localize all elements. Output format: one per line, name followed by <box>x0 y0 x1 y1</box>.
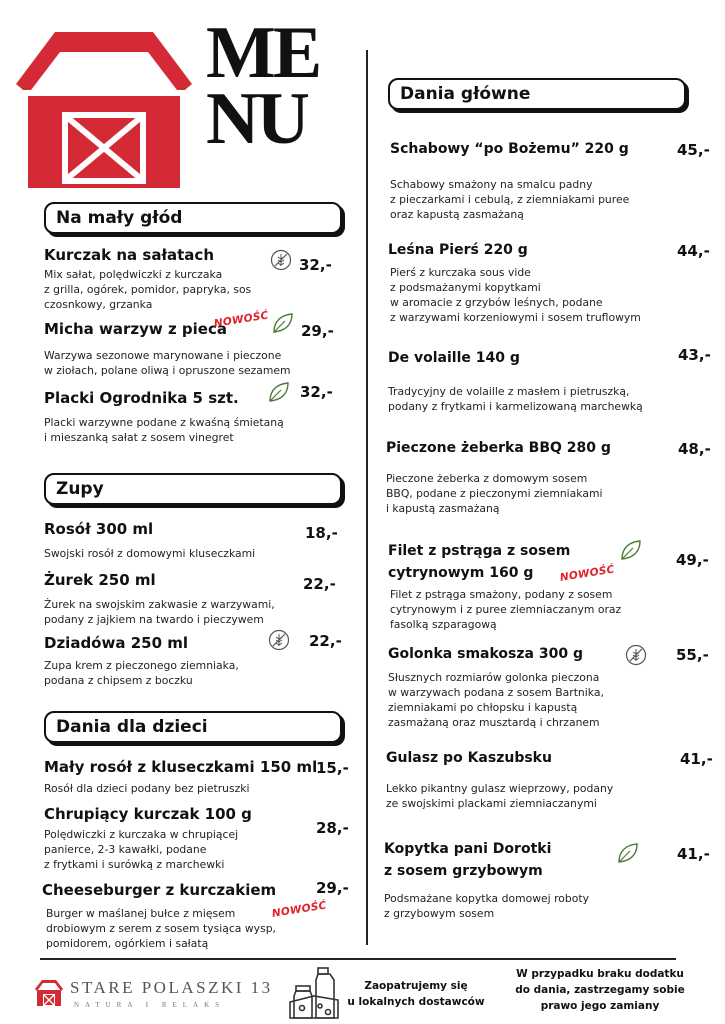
description-line: z grilla, ogórek, pomidor, papryka, sos <box>44 283 252 296</box>
suppliers-line: Zaopatrujemy się <box>364 980 468 992</box>
item-price: 32,- <box>299 256 332 274</box>
brand-name: STARE POLASZKI 13 <box>70 978 273 997</box>
description-line: Pieczone żeberka z domowym sosem <box>386 472 588 485</box>
description-line: z podsmażanymi kopytkami <box>390 281 541 294</box>
item-price: 45,- <box>677 141 710 159</box>
description-line: Żurek na swojskim zakwasie z warzywami, <box>44 598 275 611</box>
item-price: 32,- <box>300 383 333 401</box>
description-line: podany z jajkiem na twardo i pieczywem <box>44 613 264 626</box>
item-name <box>384 838 551 882</box>
item-name: Micha warzyw z pieca <box>44 320 227 338</box>
description-line: Pierś z kurczaka sous vide <box>390 266 531 279</box>
item-name: Schabowy “po Bożemu” 220 g <box>390 141 629 157</box>
item-description <box>44 348 291 378</box>
item-description <box>44 658 239 688</box>
description-line: z warzywami korzeniowymi i sosem truflowym <box>390 311 641 324</box>
leaf-icon <box>267 381 291 403</box>
item-description <box>44 415 284 445</box>
item-name: Pieczone żeberka BBQ 280 g <box>386 440 611 456</box>
local-products-icon <box>288 962 340 1020</box>
description-line: Burger w maślanej bułce z mięsem <box>46 907 236 920</box>
item-description <box>44 267 251 312</box>
item-description <box>384 891 589 921</box>
description-line: Lekko pikantny gulasz wieprzowy, podany <box>386 782 614 795</box>
item-description <box>44 546 255 561</box>
item-price: 55,- <box>676 646 709 664</box>
description-line: panierce, 2-3 kawałki, podane <box>44 843 207 856</box>
item-description <box>388 670 604 730</box>
item-name: Cheeseburger z kurczakiem <box>42 881 277 899</box>
category-header-soups: Zupy <box>44 473 342 505</box>
item-name: Żurek 250 ml <box>44 571 156 589</box>
item-name-line: cytrynowym 160 g <box>388 565 534 581</box>
item-price: 22,- <box>309 632 342 650</box>
item-name: De volaille 140 g <box>388 350 520 366</box>
description-line: fasolką szparagową <box>390 618 497 631</box>
description-line: oraz kapustą zasmażaną <box>390 208 524 221</box>
column-divider <box>366 50 368 945</box>
description-line: w ziołach, polane oliwą i opruszone sezamem <box>44 364 291 377</box>
category-header-mains: Dania główne <box>388 78 686 110</box>
description-line: drobiowym z serem z sosem tysiąca wysp, <box>46 922 276 935</box>
description-line: w warzywach podana z sosem Bartnika, <box>388 686 604 699</box>
small-barn-icon <box>34 978 64 1006</box>
description-line: Mix sałat, polędwiczki z kurczaka <box>44 268 223 281</box>
menu-title <box>206 12 346 160</box>
notice-line: do dania, zastrzegamy sobie <box>515 984 685 996</box>
new-badge: NOWOŚĆ <box>271 899 328 920</box>
item-description <box>44 597 275 627</box>
new-badge: NOWOŚĆ <box>213 309 270 330</box>
item-name: Gulasz po Kaszubsku <box>386 750 552 766</box>
item-price: 41,- <box>677 845 710 863</box>
category-header-starters: Na mały głód <box>44 202 342 234</box>
description-line: Zupa krem z pieczonego ziemniaka, <box>44 659 239 672</box>
description-line: Schabowy smażony na smalcu padny <box>390 178 593 191</box>
item-description <box>390 265 641 325</box>
item-name: Kurczak na sałatach <box>44 246 215 264</box>
description-line: Placki warzywne podane z kwaśną śmietaną <box>44 416 284 429</box>
item-name: Mały rosół z kluseczkami 150 ml <box>44 758 318 776</box>
item-name-line: z sosem grzybowym <box>384 863 543 879</box>
leaf-icon <box>616 842 640 864</box>
item-name <box>388 540 570 584</box>
item-price: 29,- <box>301 322 334 340</box>
item-description <box>386 781 613 811</box>
description-line: i mieszanką sałat z sosem vinegret <box>44 431 234 444</box>
description-line: czosnkowy, grzanka <box>44 298 153 311</box>
description-line: Tradycyjny de volaille z masłem i pietruszką, <box>388 385 630 398</box>
menu-title-line-1: ME <box>206 12 320 94</box>
footer-divider <box>40 958 676 960</box>
description-line: i kapustą zasmażaną <box>386 502 500 515</box>
suppliers-line: u lokalnych dostawców <box>347 996 485 1008</box>
leaf-icon <box>619 539 643 561</box>
description-line: pomidorem, ogórkiem i sałatą <box>46 937 209 950</box>
item-name: Golonka smakosza 300 g <box>388 646 583 662</box>
item-price: 49,- <box>676 551 709 569</box>
description-line: Rosół dla dzieci podany bez pietruszki <box>44 782 250 795</box>
leaf-icon <box>271 312 295 334</box>
gluten-free-icon <box>268 629 290 651</box>
item-name: Chrupiący kurczak 100 g <box>44 805 252 823</box>
item-price: 28,- <box>316 819 349 837</box>
item-price: 43,- <box>678 346 711 364</box>
description-line: Swojski rosół z domowymi kluseczkami <box>44 547 256 560</box>
item-name-line: Filet z pstrąga z sosem <box>388 543 571 559</box>
item-price: 48,- <box>678 440 711 458</box>
description-line: w aromacie z grzybów leśnych, podane <box>390 296 603 309</box>
description-line: ze swojskimi plackami ziemniaczanymi <box>386 797 597 810</box>
item-price: 41,- <box>680 750 713 768</box>
brand-tagline: NATURA I RELAKS <box>74 1001 226 1009</box>
notice-line: prawo jego zamiany <box>540 1000 660 1012</box>
description-line: Warzywa sezonowe marynowane i pieczone <box>44 349 282 362</box>
item-description <box>46 906 276 951</box>
item-name: Placki Ogrodnika 5 szt. <box>44 389 239 407</box>
item-description <box>390 177 629 222</box>
item-name: Dziadówa 250 ml <box>44 634 188 652</box>
category-header-kids: Dania dla dzieci <box>44 711 342 743</box>
description-line: Podsmażane kopytka domowej roboty <box>384 892 589 905</box>
item-price: 15,- <box>316 759 349 777</box>
gluten-free-icon <box>270 249 292 271</box>
item-price: 44,- <box>677 242 710 260</box>
item-description <box>44 827 238 872</box>
gluten-free-icon <box>625 644 647 666</box>
description-line: Słusznych rozmiarów golonka pieczona <box>388 671 600 684</box>
item-price: 29,- <box>316 879 349 897</box>
new-badge: NOWOŚĆ <box>559 563 616 584</box>
item-description <box>388 384 643 414</box>
description-line: z pieczarkami i cebulą, z ziemniakami puree <box>390 193 630 206</box>
item-description <box>386 471 603 516</box>
description-line: podany z frytkami i karmelizowaną marchewką <box>388 400 643 413</box>
menu-title-line-2: NU <box>206 78 307 160</box>
substitution-notice <box>500 966 700 1014</box>
item-name: Leśna Pierś 220 g <box>388 242 528 258</box>
item-price: 22,- <box>303 575 336 593</box>
item-description <box>44 781 250 796</box>
item-price: 18,- <box>305 524 338 542</box>
description-line: podana z chipsem z boczku <box>44 674 193 687</box>
notice-line: W przypadku braku dodatku <box>516 968 684 980</box>
description-line: ziemniakami po chłopsku i kapustą <box>388 701 578 714</box>
description-line: BBQ, podane z pieczonymi ziemniakami <box>386 487 603 500</box>
description-line: z grzybowym sosem <box>384 907 495 920</box>
description-line: cytrynowym i z puree ziemniaczanym oraz <box>390 603 622 616</box>
barn-logo-icon <box>10 20 198 188</box>
description-line: zasmażaną oraz musztardą i chrzanem <box>388 716 600 729</box>
item-description <box>390 587 621 632</box>
description-line: Filet z pstrąga smażony, podany z sosem <box>390 588 613 601</box>
description-line: z frytkami i surówką z marchewki <box>44 858 225 871</box>
item-name: Rosół 300 ml <box>44 520 154 538</box>
suppliers-note <box>340 978 492 1010</box>
item-name-line: Kopytka pani Dorotki <box>384 841 552 857</box>
description-line: Polędwiczki z kurczaka w chrupiącej <box>44 828 239 841</box>
